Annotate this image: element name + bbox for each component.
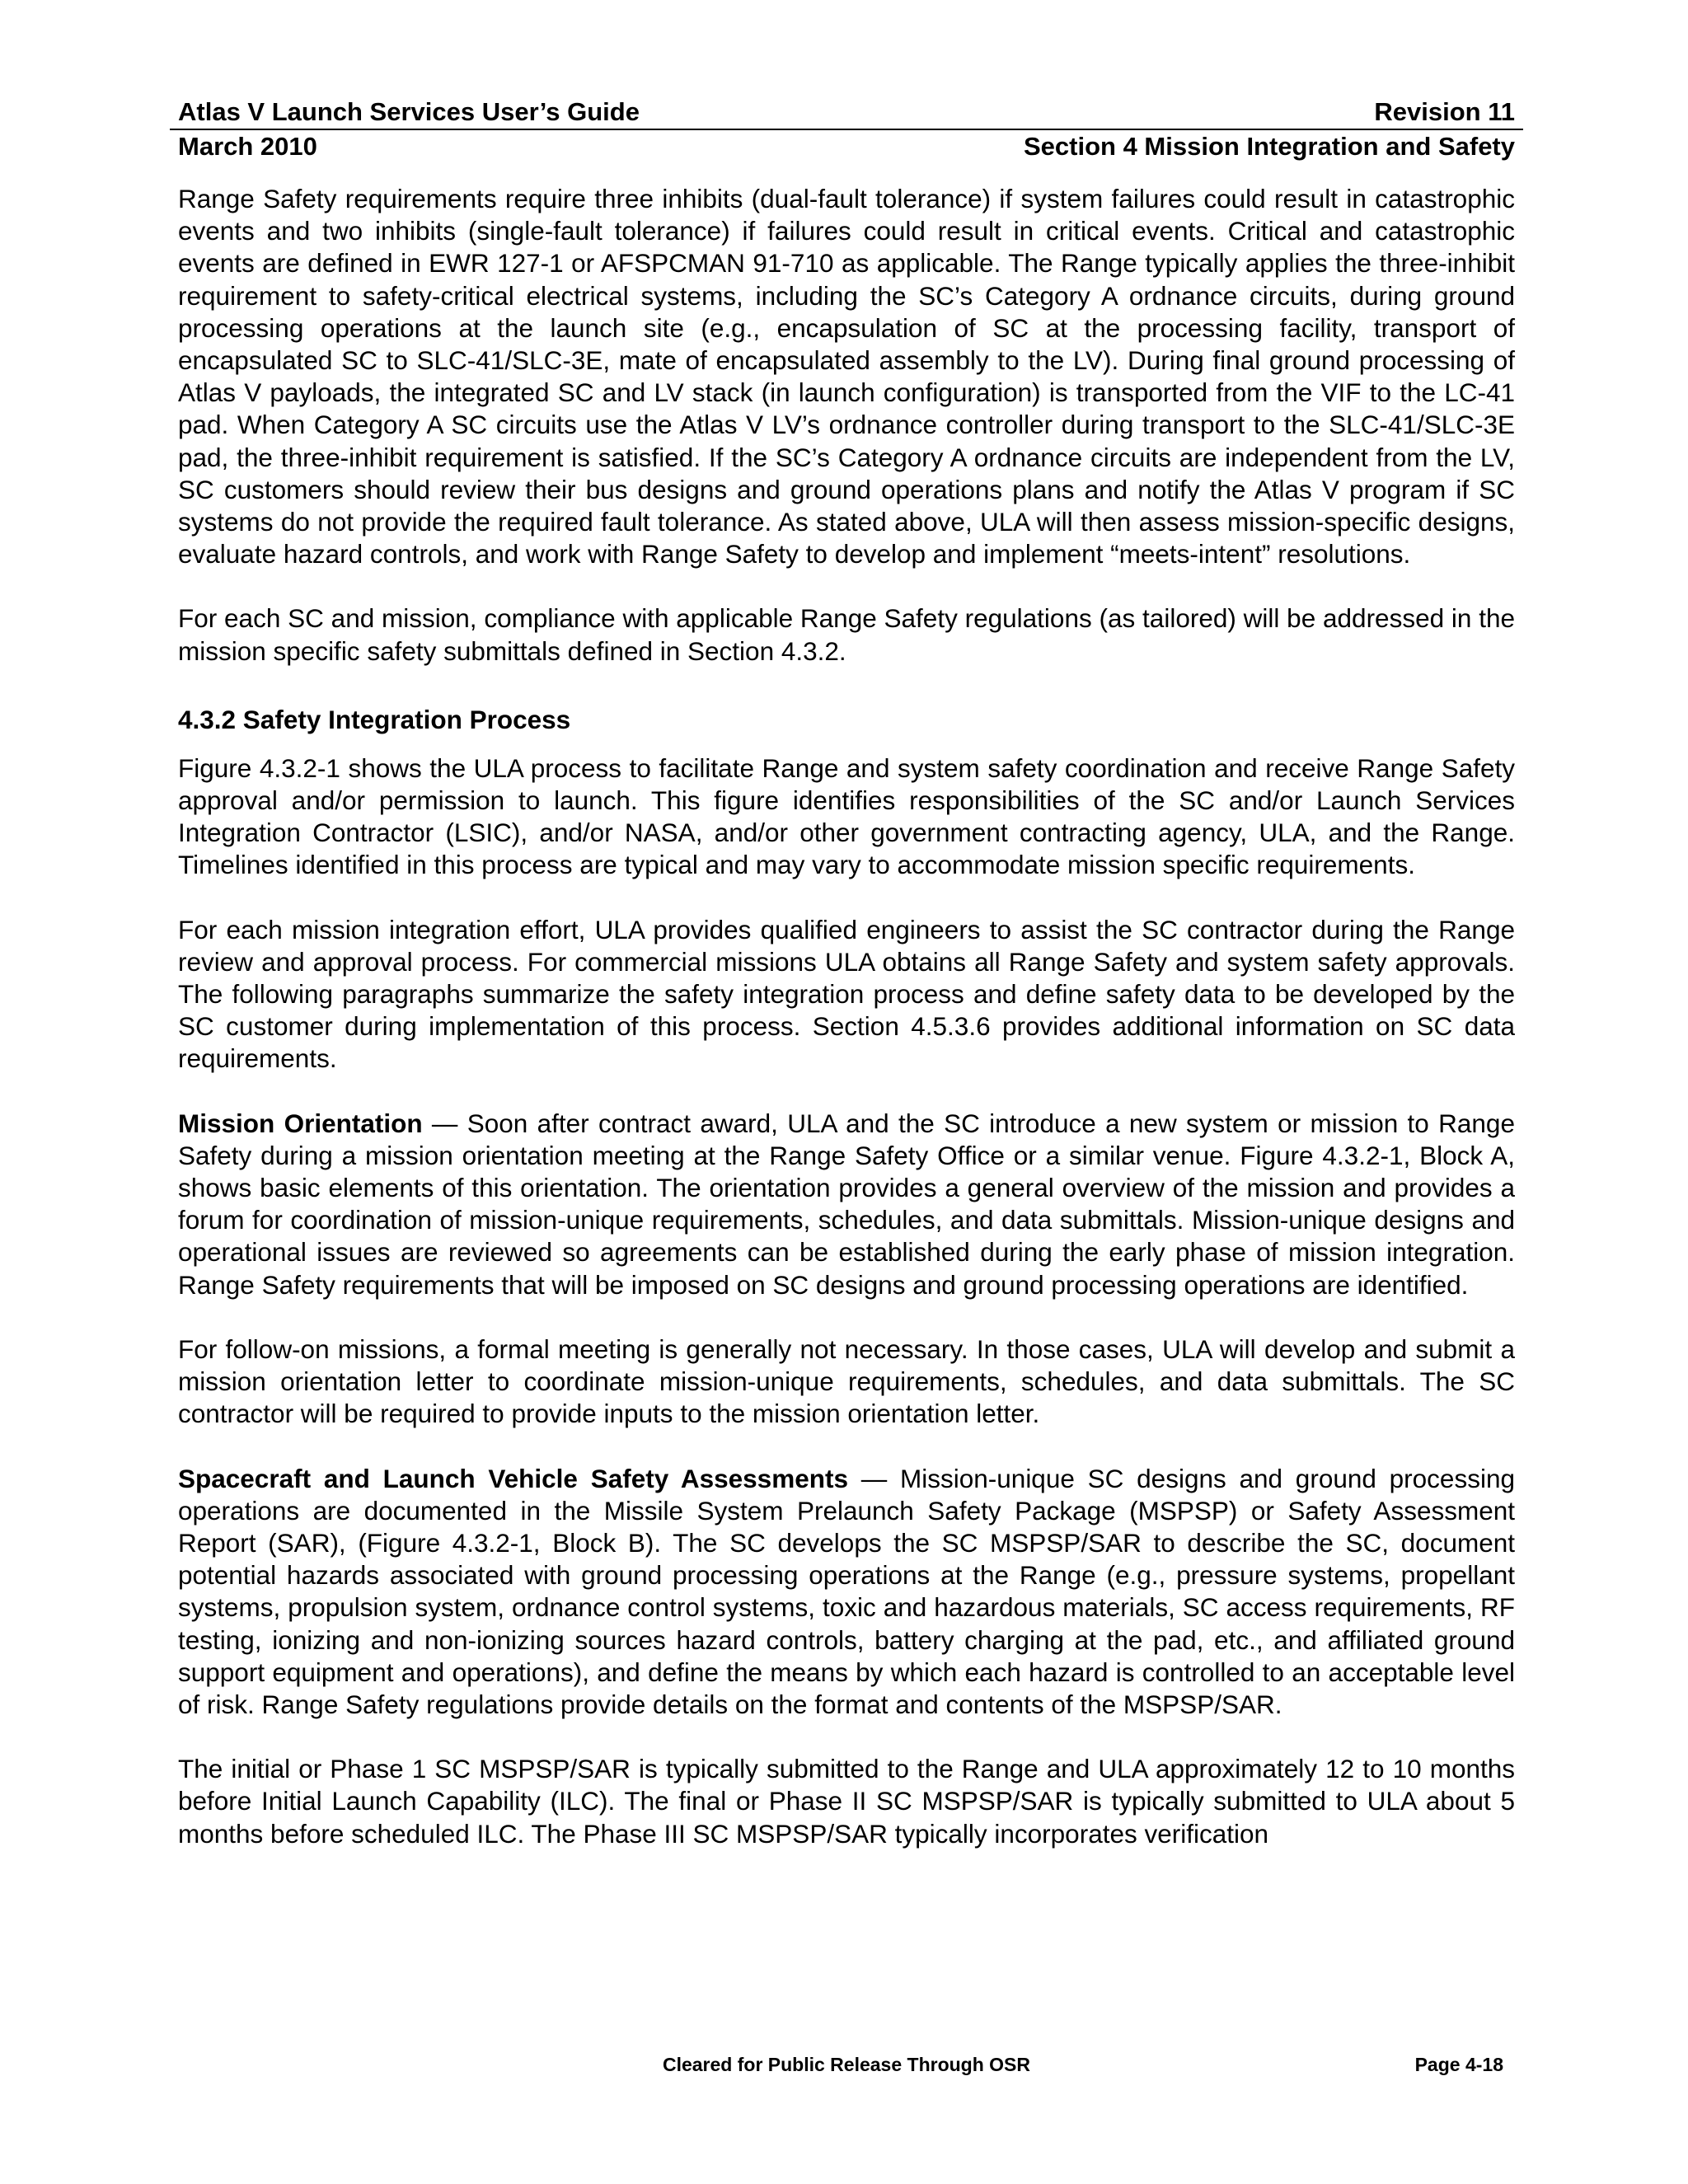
paragraph-figure-process: Figure 4.3.2-1 shows the ULA process to facilitate Range and system safety coordination and receive Range Safety approval and/or permission to launch. This figure identifies responsibilities of the SC and/or Launch Services Integration Contractor (LSIC), and/or NASA, and/or other government contracting agency, ULA, and the Range. Timelines identified in this process are typical and may vary to accommodate mission specific requirements. (178, 752, 1515, 880)
header-row-1 (178, 96, 1515, 129)
mission-orientation-text: — Soon after contract award, ULA and the SC introduce a new system or mission to Range Safety during a mission orientation meeting at the Range Safety Office or a similar venue. Figure 4.3.2-1, Block A, shows basic elements of this orientation. The orientation provides a general overview of the mission and provides a forum for coordination of mission-unique requirements, schedules, and data submittals. Mission-unique designs and operational issues are reviewed so agreements can be established during the early phase of mission integration. Range Safety requirements that will be imposed on SC designs and ground processing operations are identified. (178, 1108, 1515, 1300)
paragraph-compliance: For each SC and mission, compliance with applicable Range Safety regulations (as tailored) will be addressed in the mission specific safety submittals defined in Section 4.3.2. (178, 603, 1515, 666)
paragraph-safety-assessments (178, 1463, 1515, 1722)
page-number: Page 4-18 (1414, 2054, 1503, 2075)
paragraph-mission-integration: For each mission integration effort, ULA provides qualified engineers to assist the SC contractor during the Range review and approval process. For commercial missions ULA obtains all Range Safety and system safety approvals. The following paragraphs summarize the safety integration process and define safety data to be developed by the SC customer during implementation of this process. Section 4.5.3.6 provides additional information on SC data requirements. (178, 914, 1515, 1074)
paragraph-mission-orientation (178, 1108, 1515, 1301)
release-notice: Cleared for Public Release Through OSR (662, 2054, 1031, 2075)
document-title: Atlas V Launch Services User’s Guide (178, 97, 640, 126)
safety-assessments-lead: Spacecraft and Launch Vehicle Safety Assessments (178, 1463, 848, 1493)
document-date: March 2010 (178, 132, 317, 161)
paragraph-mspsp-phases: The initial or Phase 1 SC MSPSP/SAR is typically submitted to the Range and ULA approximately 12 to 10 months before Initial Launch Capability (ILC). The final or Phase II SC MSPSP/SAR is typically submitted to ULA about 5 months before scheduled ILC. The Phase III SC MSPSP/SAR typically incorporates verification (178, 1754, 1515, 1849)
revision-label: Revision 11 (1374, 97, 1515, 126)
header-row-2 (178, 130, 1515, 163)
section-label: Section 4 Mission Integration and Safety (1024, 132, 1515, 161)
safety-assessments-text: — Mission-unique SC designs and ground processing operations are documented in the Missile System Prelaunch Safety Package (MSPSP) or Safety Assessment Report (SAR), (Figure 4.3.2-1, Block B). The SC develops the SC MSPSP/SAR to describe the SC, document potential hazards associated with ground processing operations at the Range (e.g., pressure systems, propellant systems, propulsion system, ordnance control systems, toxic and hazardous materials, SC access requirements, RF testing, ionizing and non-ionizing sources hazard controls, battery charging at the pad, etc., and affiliated ground support equipment and operations), and define the means by which each hazard is controlled to an acceptable level of risk. Range Safety regulations provide details on the format and contents of the MSPSP/SAR. (178, 1463, 1515, 1719)
document-body (178, 183, 1515, 1850)
document-page (178, 96, 1515, 1850)
paragraph-inhibits: Range Safety requirements require three inhibits (dual-fault tolerance) if system failures could result in catastrophic events and two inhibits (single-fault tolerance) if failures could result in critical events. Critical and catastrophic events are defined in EWR 127-1 or AFSPCMAN 91-710 as applicable. The Range typically applies the three-inhibit requirement to safety-critical electrical systems, including the SC’s Category A ordnance circuits, during ground processing operations at the launch site (e.g., encapsulation of SC at the processing facility, transport of encapsulated SC to SLC-41/SLC-3E, mate of encapsulated assembly to the LV). During final ground processing of Atlas V payloads, the integrated SC and LV stack (in launch configuration) is transported from the VIF to the LC-41 pad. When Category A SC circuits use the Atlas V LV’s ordnance controller during transport to the SLC-41/SLC-3E pad, the three-inhibit requirement is satisfied. If the SC’s Category A ordnance circuits are independent from the LV, SC customers should review their bus designs and ground operations plans and notify the Atlas V program if SC systems do not provide the required fault tolerance. As stated above, ULA will then assess mission-specific designs, evaluate hazard controls, and work with Range Safety to develop and implement “meets-intent” resolutions. (178, 184, 1515, 569)
section-heading: 4.3.2 Safety Integration Process (178, 704, 571, 734)
mission-orientation-lead: Mission Orientation (178, 1108, 423, 1138)
paragraph-follow-on: For follow-on missions, a formal meeting is generally not necessary. In those cases, ULA will develop and submit a mission orientation letter to coordinate mission-unique requirements, schedules, and data submittals. The SC contractor will be required to provide inputs to the mission orientation letter. (178, 1333, 1515, 1429)
